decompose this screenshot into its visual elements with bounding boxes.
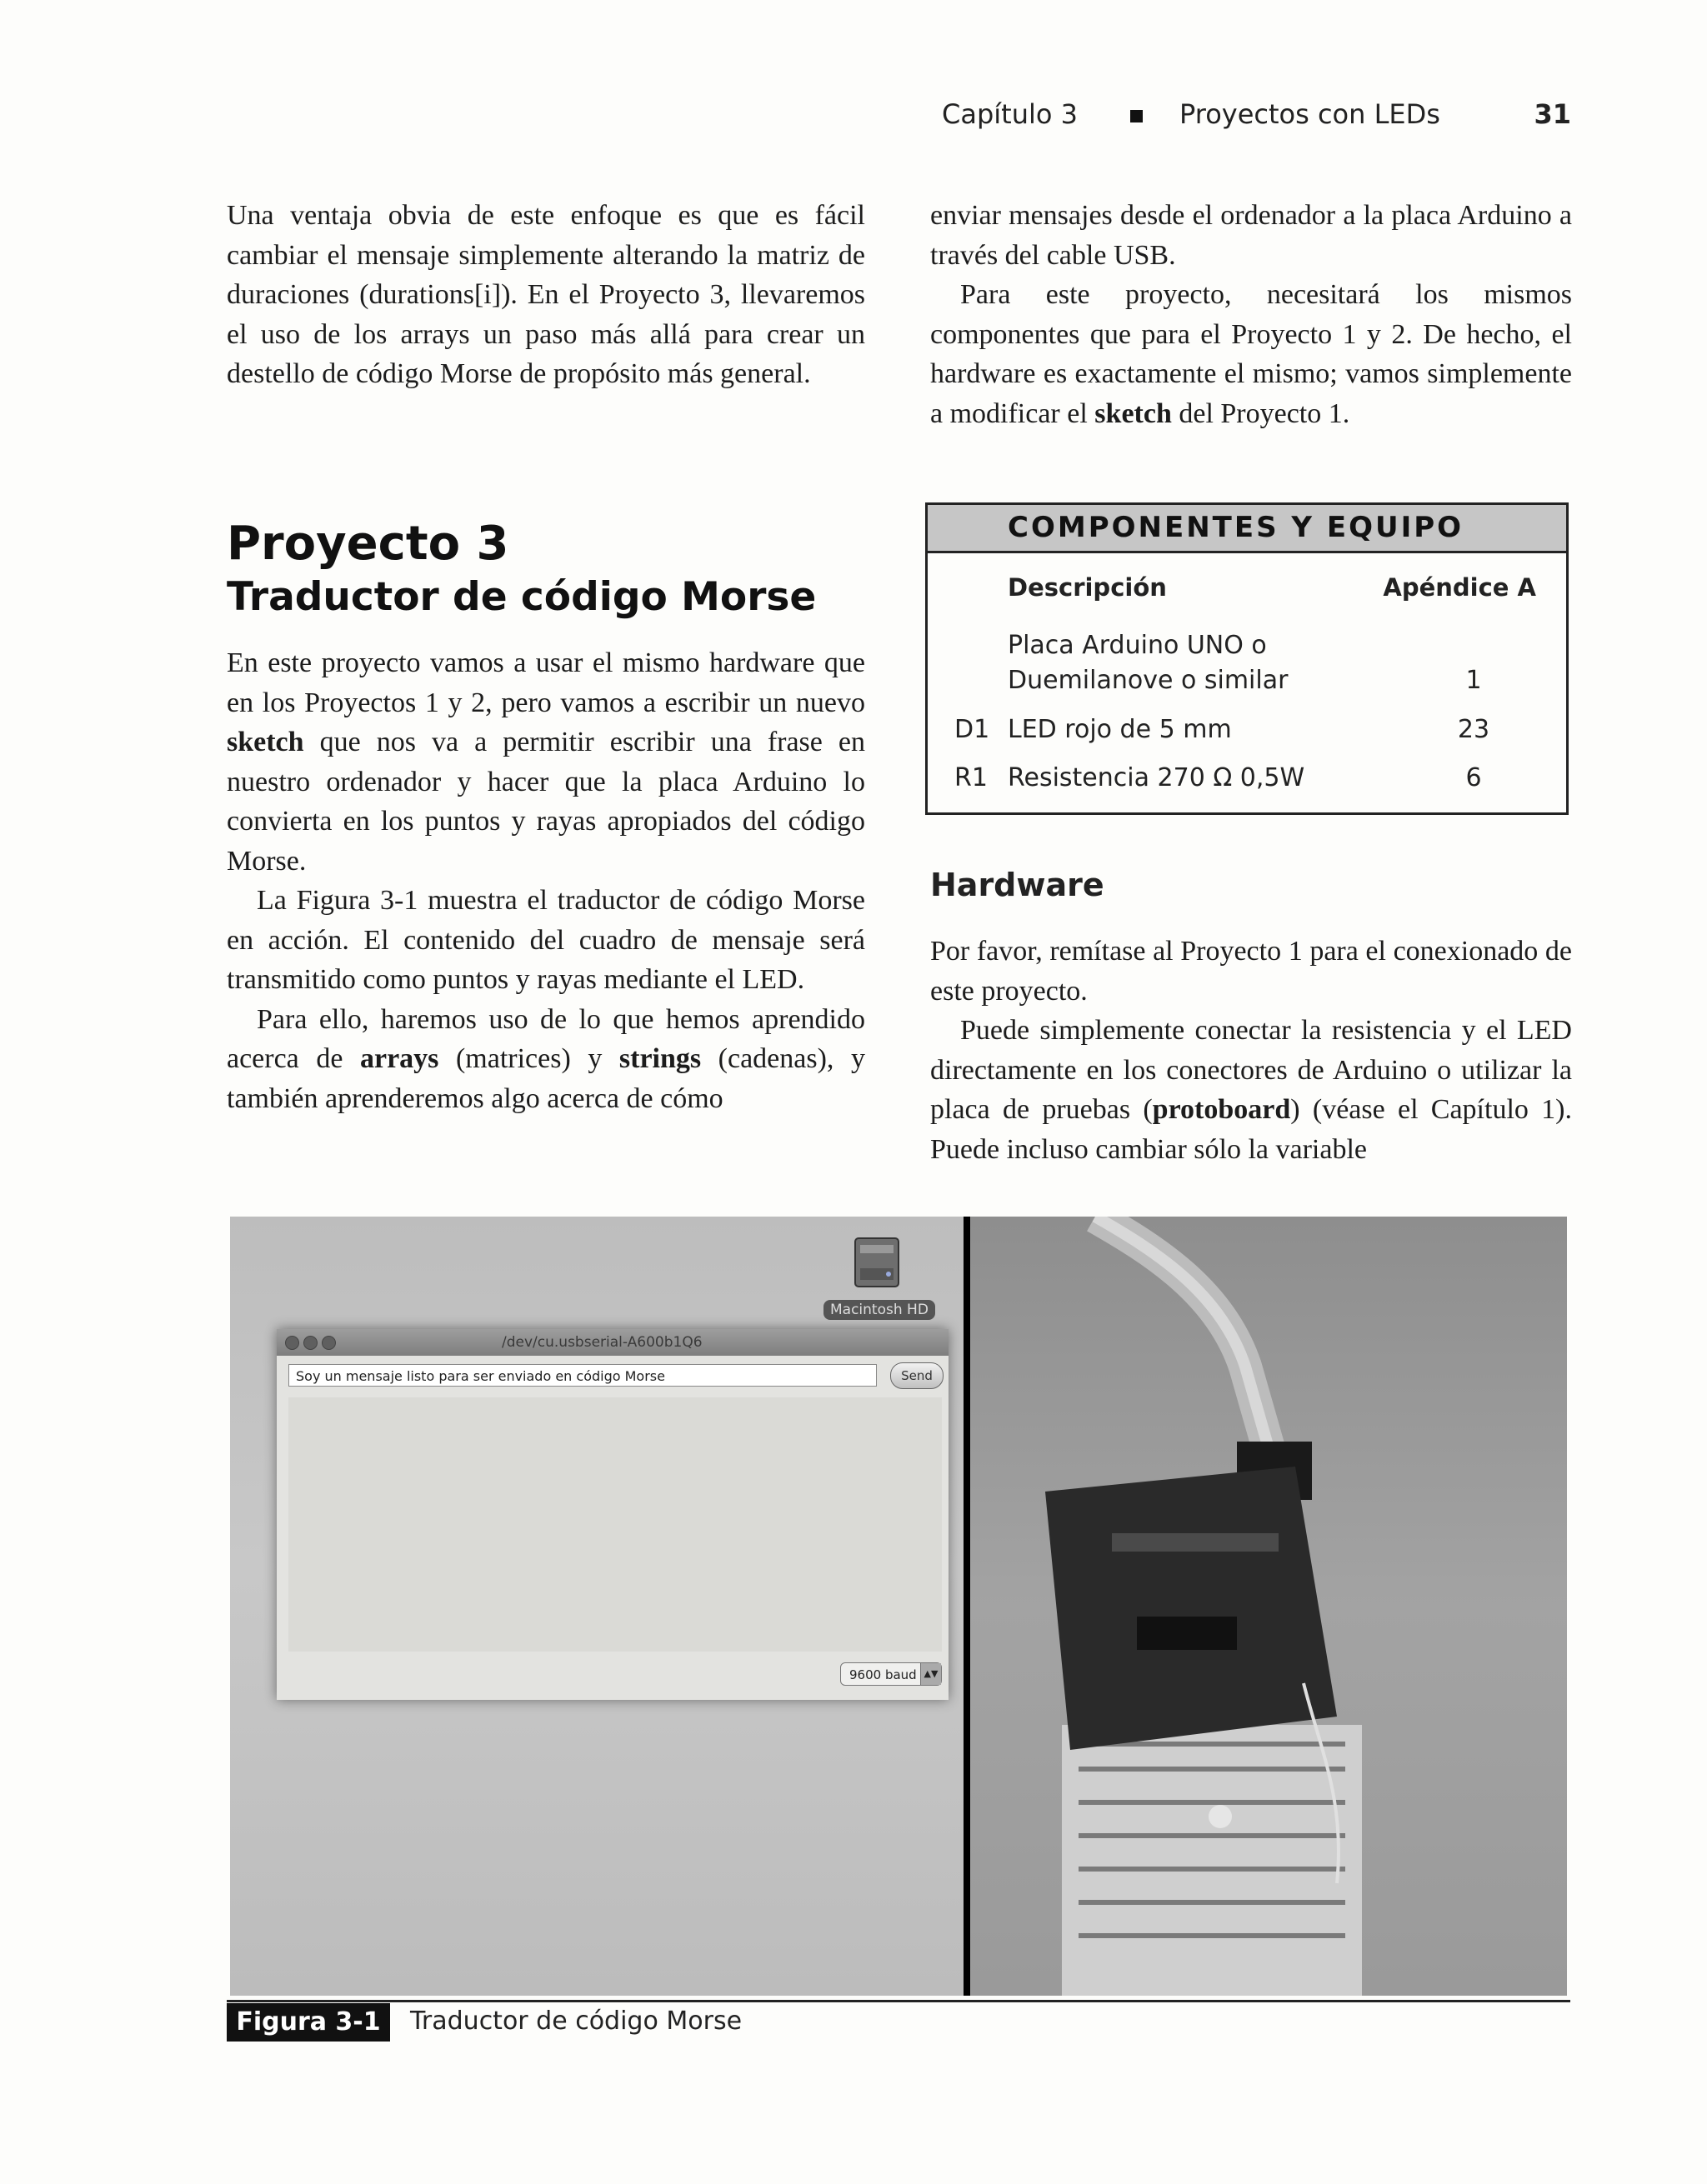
components-header — [1008, 573, 1536, 602]
figure-3-1 — [230, 1217, 1567, 1996]
bold-term: sketch — [1094, 397, 1172, 429]
text-run: Para este proyecto, necesitará los mismos componentes que para el Proyecto 1 y 2. De hecho, el hardware es exactamente el mismo; vamos simplemente a modificar el — [930, 279, 1572, 429]
paragraph — [227, 643, 865, 881]
message-input[interactable]: Soy un mensaje listo para ser enviado en código Morse — [288, 1364, 877, 1387]
col-description: Descripción — [1008, 573, 1167, 602]
text-run: ) (véase el Capítulo 1). Puede incluso cambiar sólo la variable — [930, 1094, 1572, 1165]
page-number: 31 — [1534, 98, 1571, 130]
right-column-body — [930, 932, 1572, 1169]
left-column-body — [227, 643, 865, 1118]
running-header — [942, 98, 1571, 138]
component-appendix: 6 — [1465, 763, 1482, 792]
project-heading — [227, 517, 877, 623]
paragraph — [930, 1011, 1572, 1169]
left-column-intro — [227, 196, 865, 394]
intro-paragraph: Una ventaja obvia de este enfoque es que es fácil cambiar el mensaje simplemente alterando la matriz de duraciones (durations[i]). En el Proyecto 3, llevaremos el uso de los arrays un paso más allá para crear un destello de código Morse de propósito más general. — [227, 200, 865, 389]
screenshot-panel — [230, 1217, 964, 1996]
project-subtitle: Traductor de código Morse — [227, 574, 817, 620]
component-desc: Placa Arduino UNO o Duemilanove o similar — [1008, 631, 1289, 695]
updown-arrow-icon: ▲▼ — [920, 1663, 941, 1685]
paragraph — [227, 1000, 865, 1119]
components-title: COMPONENTES Y EQUIPO — [928, 505, 1566, 553]
text-run: que nos va a permitir escribir una frase en nuestro ordenador y hacer que la placa Arduino lo convierta en los puntos y rayas apropiados del código Morse. — [227, 727, 865, 877]
section-label: Proyectos con LEDs — [1179, 98, 1440, 130]
text-run: del Proyecto 1. — [1171, 397, 1350, 429]
bold-term: protoboard — [1152, 1094, 1291, 1125]
close-window-icon[interactable] — [285, 1336, 299, 1350]
text-run: En este proyecto vamos a usar el mismo hardware que en los Proyectos 1 y 2, pero vamos a escribir un nuevo — [227, 647, 865, 718]
serial-monitor-window — [277, 1329, 949, 1700]
baud-rate-value: 9600 baud — [849, 1667, 917, 1682]
separator-square-icon — [1130, 110, 1143, 122]
drive-label: Macintosh HD — [823, 1300, 935, 1320]
paragraph: Por favor, remítase al Proyecto 1 para el conexionado de este proyecto. — [930, 936, 1572, 1007]
paragraph: enviar mensajes desde el ordenador a la placa Arduino a través del cable USB. — [930, 200, 1572, 271]
figure-rule — [227, 2000, 1570, 2002]
components-box — [925, 502, 1569, 815]
paragraph: La Figura 3-1 muestra el traductor de código Morse en acción. El contenido del cuadro de mensaje será transmitido como puntos y rayas mediante el LED. — [227, 885, 865, 995]
component-desc: LED rojo de 5 mm — [1008, 715, 1232, 744]
bold-term: arrays — [359, 1043, 439, 1074]
bold-term: sketch — [227, 727, 304, 757]
project-title: Proyecto 3 — [227, 517, 509, 571]
col-appendix: Apéndice A — [1383, 573, 1536, 602]
component-ref: D1 — [954, 715, 990, 744]
component-desc: Resistencia 270 Ω 0,5W — [1008, 763, 1305, 792]
send-button[interactable]: Send — [890, 1362, 944, 1389]
component-ref: R1 — [954, 763, 988, 792]
right-column-intro — [930, 196, 1572, 433]
component-appendix: 23 — [1457, 715, 1490, 744]
hardware-heading: Hardware — [930, 867, 1104, 903]
text-run: Puede simplemente conectar la resistencia y el LED directamente en los conectores de Arduino o utilizar la placa de pruebas ( — [930, 1015, 1572, 1125]
minimize-window-icon[interactable] — [303, 1336, 318, 1350]
window-titlebar — [277, 1329, 949, 1356]
arduino-photo — [970, 1217, 1567, 1996]
text-run: (cadenas), y también aprenderemos algo acerca de cómo — [227, 1043, 865, 1114]
hard-drive-icon — [852, 1233, 902, 1292]
serial-output-area — [288, 1397, 942, 1652]
bold-term: strings — [618, 1043, 702, 1074]
figure-label: Figura 3-1 — [227, 2003, 390, 2042]
arduino-board-photo — [970, 1217, 1567, 1996]
figure-caption: Traductor de código Morse — [410, 2007, 743, 2036]
text-run: (matrices) y — [438, 1043, 619, 1074]
paragraph — [930, 275, 1572, 433]
baud-rate-select[interactable] — [840, 1662, 942, 1686]
window-title: /dev/cu.usbserial-A600b1Q6 — [502, 1334, 703, 1351]
text-run: Para ello, haremos uso de lo que hemos aprendido acerca de — [227, 1003, 865, 1074]
zoom-window-icon[interactable] — [322, 1336, 336, 1350]
component-appendix: 1 — [1465, 666, 1482, 695]
chapter-label: Capítulo 3 — [942, 98, 1078, 130]
